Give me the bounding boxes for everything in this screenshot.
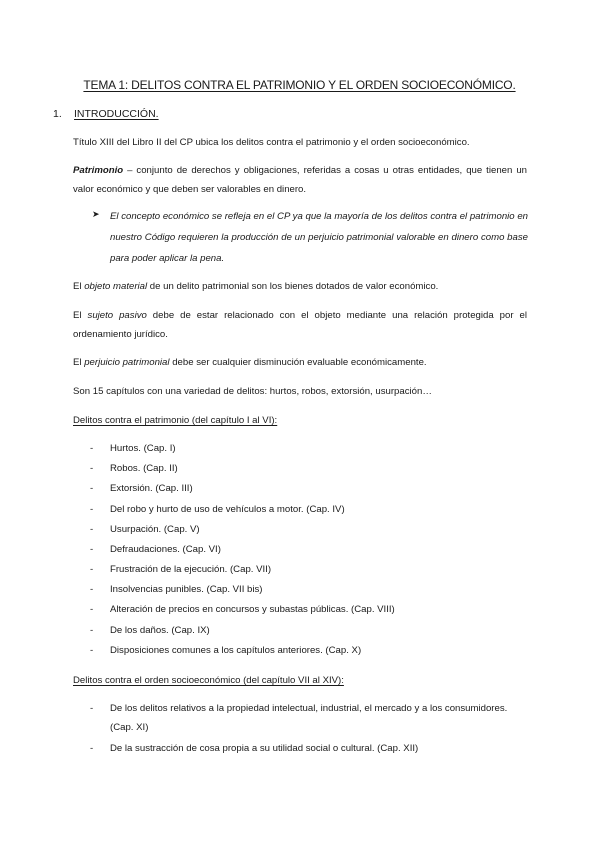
list-dash: -: [90, 584, 94, 595]
list-item: [90, 560, 530, 579]
list-item-text: De los daños. (Cap. IX): [110, 625, 210, 636]
list-dash: -: [90, 645, 94, 656]
list-item-text: Del robo y hurto de uso de vehículos a motor. (Cap. IV): [110, 504, 345, 515]
list-dash: -: [90, 504, 94, 515]
list-item-text: Extorsión. (Cap. III): [110, 483, 193, 494]
section-heading: [53, 108, 159, 120]
list-item: [90, 621, 530, 640]
section-label: INTRODUCCIÓN.: [74, 108, 159, 120]
capitulos-paragraph: Son 15 capítulos con una variedad de delitos: hurtos, robos, extorsión, usurpación…: [73, 386, 432, 397]
perjuicio-paragraph: [73, 353, 527, 372]
list-item-text: Insolvencias punibles. (Cap. VII bis): [110, 584, 263, 595]
list-item: [90, 459, 530, 478]
list-dash: -: [90, 483, 94, 494]
list-item: [90, 739, 530, 758]
list-item: [90, 479, 530, 498]
objeto-paragraph: [73, 277, 527, 296]
list-item-text: Frustración de la ejecución. (Cap. VII): [110, 564, 272, 575]
arrow-bullet-icon: ➤: [92, 209, 100, 219]
list-item: [90, 600, 530, 619]
list-item-text: Robos. (Cap. II): [110, 463, 178, 474]
list-dash: -: [90, 443, 94, 454]
perjuicio-term: perjuicio patrimonial: [84, 357, 170, 368]
sujeto-paragraph: [73, 306, 527, 344]
list-item-text: De la sustracción de cosa propia a su utilidad social o cultural. (Cap. XII): [110, 743, 419, 754]
list-item-text: Alteración de precios en concursos y subastas públicas. (Cap. VIII): [110, 604, 395, 615]
perjuicio-pre: El: [73, 357, 85, 368]
list-dash: -: [90, 743, 94, 754]
list-item-text: De los delitos relativos a la propiedad intelectual, industrial, el mercado y a los consumidores. (Cap. XI): [110, 703, 508, 733]
patrimonio-definition: [73, 161, 527, 199]
patrimonio-term: Patrimonio: [73, 165, 124, 176]
orden-list-heading: Delitos contra el orden socioeconómico (del capítulo VII al XIV):: [73, 675, 344, 686]
list-item-text: Disposiciones comunes a los capítulos anteriores. (Cap. X): [110, 645, 362, 656]
list-item: [90, 540, 530, 559]
patrimonio-definition-text: – conjunto de derechos y obligaciones, referidas a cosas u otras entidades, que tienen un valor económico y que deben ser valorables en dinero.: [73, 165, 527, 195]
list-item: [90, 580, 530, 599]
objeto-post: de un delito patrimonial son los bienes dotados de valor económico.: [147, 281, 439, 292]
list-item-text: Hurtos. (Cap. I): [110, 443, 176, 454]
list-dash: -: [90, 625, 94, 636]
list-item: [90, 439, 530, 458]
perjuicio-post: debe ser cualquier disminución evaluable económicamente.: [169, 357, 427, 368]
list-item: [90, 641, 530, 660]
economic-concept-quote: El concepto económico se refleja en el CP ya que la mayoría de los delitos contra el patrimonio en nuestro Código requieren la producción de un perjuicio patrimonial valorable en dinero como base para poder aplicar la pena.: [110, 211, 528, 264]
list-item-text: Usurpación. (Cap. V): [110, 524, 200, 535]
objeto-term: objeto material: [84, 281, 148, 292]
list-dash: -: [90, 544, 94, 555]
sujeto-pre: El: [73, 310, 88, 321]
document-title: TEMA 1: DELITOS CONTRA EL PATRIMONIO Y EL ORDEN SOCIOECONÓMICO.: [83, 78, 516, 92]
list-item-text: Defraudaciones. (Cap. VI): [110, 544, 221, 555]
sujeto-term: sujeto pasivo: [87, 310, 147, 321]
objeto-pre: El: [73, 281, 85, 292]
intro-paragraph: Título XIII del Libro II del CP ubica los delitos contra el patrimonio y el orden socioeconómico.: [73, 137, 470, 148]
sujeto-post: debe de estar relacionado con el objeto mediante una relación protegida por el ordenamiento jurídico.: [73, 310, 527, 340]
section-number: 1.: [53, 108, 62, 120]
list-item: [90, 699, 530, 737]
patrimonio-list-heading: Delitos contra el patrimonio (del capítulo I al VI):: [73, 415, 278, 426]
list-item: [90, 500, 530, 519]
list-item: [90, 520, 530, 539]
list-dash: -: [90, 604, 94, 615]
list-dash: -: [90, 463, 94, 474]
list-dash: -: [90, 564, 94, 575]
list-dash: -: [90, 524, 94, 535]
list-dash: -: [90, 703, 94, 714]
